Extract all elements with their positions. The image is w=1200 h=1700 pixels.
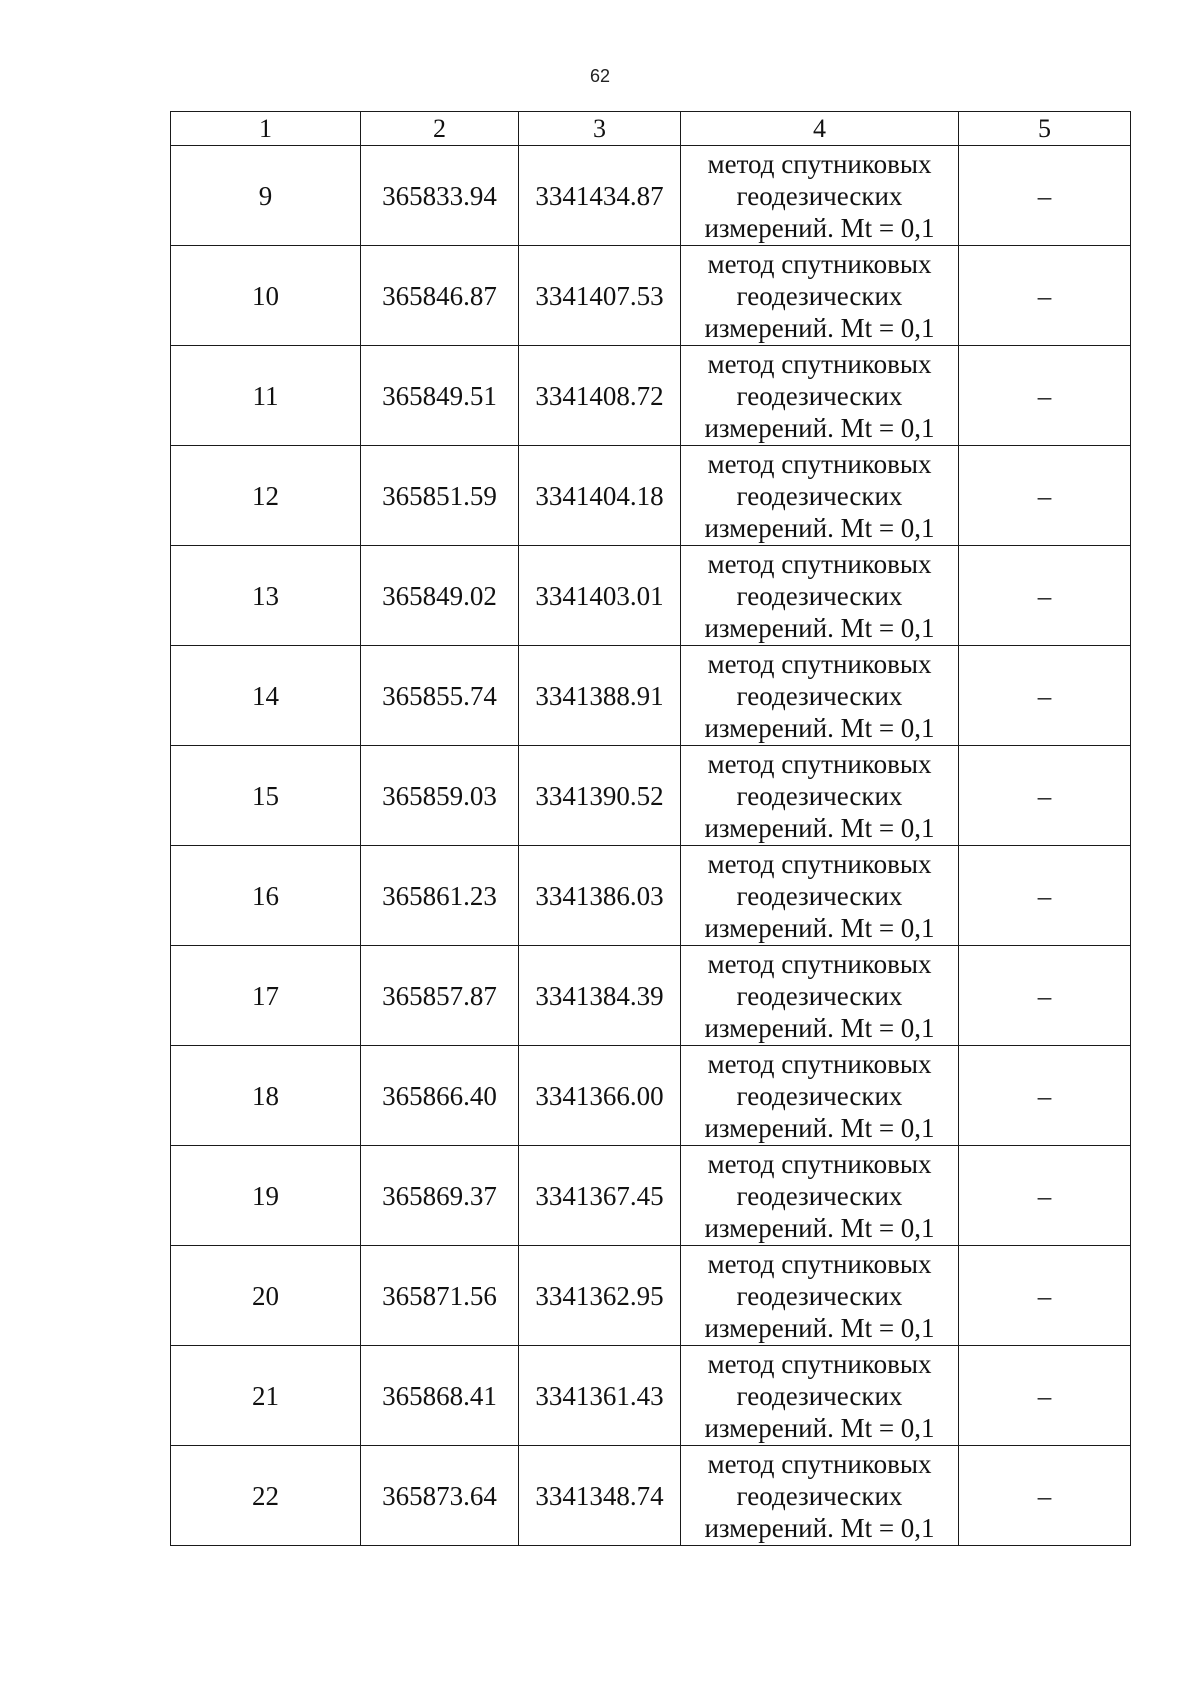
method-line: геодезических xyxy=(736,1080,903,1111)
method-line: геодезических xyxy=(736,480,903,511)
note-cell: – xyxy=(959,146,1131,246)
method-line: геодезических xyxy=(736,380,903,411)
note-cell: – xyxy=(959,1346,1131,1446)
point-number-cell: 14 xyxy=(171,646,361,746)
table-row xyxy=(171,646,1131,746)
header-col-4: 4 xyxy=(681,112,959,146)
method-line: метод спутниковых xyxy=(707,248,932,279)
point-number-cell: 20 xyxy=(171,1246,361,1346)
method-line: геодезических xyxy=(736,780,903,811)
header-col-2: 2 xyxy=(361,112,519,146)
note-cell: – xyxy=(959,1246,1131,1346)
method-line: метод спутниковых xyxy=(707,448,932,479)
method-line: метод спутниковых xyxy=(707,548,932,579)
method-line: метод спутниковых xyxy=(707,1048,932,1079)
method-cell xyxy=(681,746,959,846)
point-number-cell: 22 xyxy=(171,1446,361,1546)
point-number-cell: 11 xyxy=(171,346,361,446)
note-cell: – xyxy=(959,546,1131,646)
note-cell: – xyxy=(959,446,1131,546)
table-row xyxy=(171,546,1131,646)
method-cell xyxy=(681,1346,959,1446)
table-row xyxy=(171,1346,1131,1446)
point-number-cell: 15 xyxy=(171,746,361,846)
coordinate-x-cell: 365851.59 xyxy=(361,446,519,546)
method-cell xyxy=(681,346,959,446)
note-cell: – xyxy=(959,746,1131,846)
method-line: измерений. Mt = 0,1 xyxy=(704,312,935,343)
coordinate-y-cell: 3341348.74 xyxy=(519,1446,681,1546)
note-cell: – xyxy=(959,1146,1131,1246)
table-row xyxy=(171,246,1131,346)
coordinate-y-cell: 3341404.18 xyxy=(519,446,681,546)
method-line: геодезических xyxy=(736,1180,903,1211)
point-number-cell: 12 xyxy=(171,446,361,546)
coordinate-y-cell: 3341434.87 xyxy=(519,146,681,246)
table-body xyxy=(171,146,1131,1546)
method-line: метод спутниковых xyxy=(707,1348,932,1379)
coordinate-y-cell: 3341407.53 xyxy=(519,246,681,346)
table-row xyxy=(171,746,1131,846)
method-line: метод спутниковых xyxy=(707,148,932,179)
coordinate-y-cell: 3341367.45 xyxy=(519,1146,681,1246)
method-line: геодезических xyxy=(736,280,903,311)
method-line: геодезических xyxy=(736,980,903,1011)
method-line: геодезических xyxy=(736,1380,903,1411)
coordinate-y-cell: 3341384.39 xyxy=(519,946,681,1046)
coordinate-x-cell: 365849.02 xyxy=(361,546,519,646)
coordinate-x-cell: 365857.87 xyxy=(361,946,519,1046)
coordinate-y-cell: 3341361.43 xyxy=(519,1346,681,1446)
method-line: геодезических xyxy=(736,1280,903,1311)
coordinate-x-cell: 365866.40 xyxy=(361,1046,519,1146)
method-cell xyxy=(681,446,959,546)
coordinate-x-cell: 365849.51 xyxy=(361,346,519,446)
page-number: 62 xyxy=(589,66,611,86)
table-row xyxy=(171,846,1131,946)
method-line: измерений. Mt = 0,1 xyxy=(704,1112,935,1143)
method-line: измерений. Mt = 0,1 xyxy=(704,812,935,843)
header-col-3: 3 xyxy=(519,112,681,146)
coordinate-y-cell: 3341366.00 xyxy=(519,1046,681,1146)
note-cell: – xyxy=(959,1446,1131,1546)
coordinate-x-cell: 365846.87 xyxy=(361,246,519,346)
method-line: измерений. Mt = 0,1 xyxy=(704,1212,935,1243)
method-line: измерений. Mt = 0,1 xyxy=(704,212,935,243)
coordinate-x-cell: 365859.03 xyxy=(361,746,519,846)
method-line: измерений. Mt = 0,1 xyxy=(704,1012,935,1043)
method-line: измерений. Mt = 0,1 xyxy=(704,412,935,443)
method-line: геодезических xyxy=(736,580,903,611)
coordinate-y-cell: 3341388.91 xyxy=(519,646,681,746)
method-line: измерений. Mt = 0,1 xyxy=(704,1412,935,1443)
point-number-cell: 10 xyxy=(171,246,361,346)
method-cell xyxy=(681,646,959,746)
header-row xyxy=(171,112,1131,146)
method-line: метод спутниковых xyxy=(707,948,932,979)
method-cell xyxy=(681,946,959,1046)
point-number-cell: 21 xyxy=(171,1346,361,1446)
table-row xyxy=(171,346,1131,446)
note-cell: – xyxy=(959,646,1131,746)
coordinate-y-cell: 3341386.03 xyxy=(519,846,681,946)
method-cell xyxy=(681,546,959,646)
table-row xyxy=(171,1246,1131,1346)
method-cell xyxy=(681,1246,959,1346)
point-number-cell: 18 xyxy=(171,1046,361,1146)
coordinates-table xyxy=(170,111,1131,1546)
table-row xyxy=(171,1046,1131,1146)
header-col-5: 5 xyxy=(959,112,1131,146)
note-cell: – xyxy=(959,1046,1131,1146)
note-cell: – xyxy=(959,346,1131,446)
table-row xyxy=(171,1446,1131,1546)
point-number-cell: 17 xyxy=(171,946,361,1046)
table-header xyxy=(171,112,1131,146)
method-line: метод спутниковых xyxy=(707,1448,932,1479)
table-row xyxy=(171,146,1131,246)
coordinate-y-cell: 3341362.95 xyxy=(519,1246,681,1346)
note-cell: – xyxy=(959,946,1131,1046)
method-line: геодезических xyxy=(736,1480,903,1511)
method-line: метод спутниковых xyxy=(707,1248,932,1279)
method-cell xyxy=(681,1446,959,1546)
method-cell xyxy=(681,246,959,346)
method-cell xyxy=(681,1046,959,1146)
table-row xyxy=(171,946,1131,1046)
method-line: измерений. Mt = 0,1 xyxy=(704,612,935,643)
note-cell: – xyxy=(959,846,1131,946)
coordinate-x-cell: 365861.23 xyxy=(361,846,519,946)
method-line: метод спутниковых xyxy=(707,1148,932,1179)
coordinate-x-cell: 365855.74 xyxy=(361,646,519,746)
method-line: измерений. Mt = 0,1 xyxy=(704,1312,935,1343)
coordinate-x-cell: 365869.37 xyxy=(361,1146,519,1246)
method-line: измерений. Mt = 0,1 xyxy=(704,912,935,943)
coordinate-x-cell: 365871.56 xyxy=(361,1246,519,1346)
coordinate-x-cell: 365873.64 xyxy=(361,1446,519,1546)
method-line: измерений. Mt = 0,1 xyxy=(704,512,935,543)
note-cell: – xyxy=(959,246,1131,346)
point-number-cell: 16 xyxy=(171,846,361,946)
coordinate-y-cell: 3341408.72 xyxy=(519,346,681,446)
coordinate-x-cell: 365833.94 xyxy=(361,146,519,246)
coordinate-y-cell: 3341390.52 xyxy=(519,746,681,846)
table-row xyxy=(171,1146,1131,1246)
method-cell xyxy=(681,1146,959,1246)
method-line: метод спутниковых xyxy=(707,848,932,879)
coordinate-x-cell: 365868.41 xyxy=(361,1346,519,1446)
header-col-1: 1 xyxy=(171,112,361,146)
method-line: метод спутниковых xyxy=(707,748,932,779)
method-cell xyxy=(681,146,959,246)
method-line: геодезических xyxy=(736,680,903,711)
method-line: метод спутниковых xyxy=(707,348,932,379)
method-line: метод спутниковых xyxy=(707,648,932,679)
method-line: измерений. Mt = 0,1 xyxy=(704,712,935,743)
table-row xyxy=(171,446,1131,546)
method-line: геодезических xyxy=(736,880,903,911)
method-line: геодезических xyxy=(736,180,903,211)
point-number-cell: 13 xyxy=(171,546,361,646)
coordinate-y-cell: 3341403.01 xyxy=(519,546,681,646)
point-number-cell: 19 xyxy=(171,1146,361,1246)
method-cell xyxy=(681,846,959,946)
point-number-cell: 9 xyxy=(171,146,361,246)
method-line: измерений. Mt = 0,1 xyxy=(704,1512,935,1543)
